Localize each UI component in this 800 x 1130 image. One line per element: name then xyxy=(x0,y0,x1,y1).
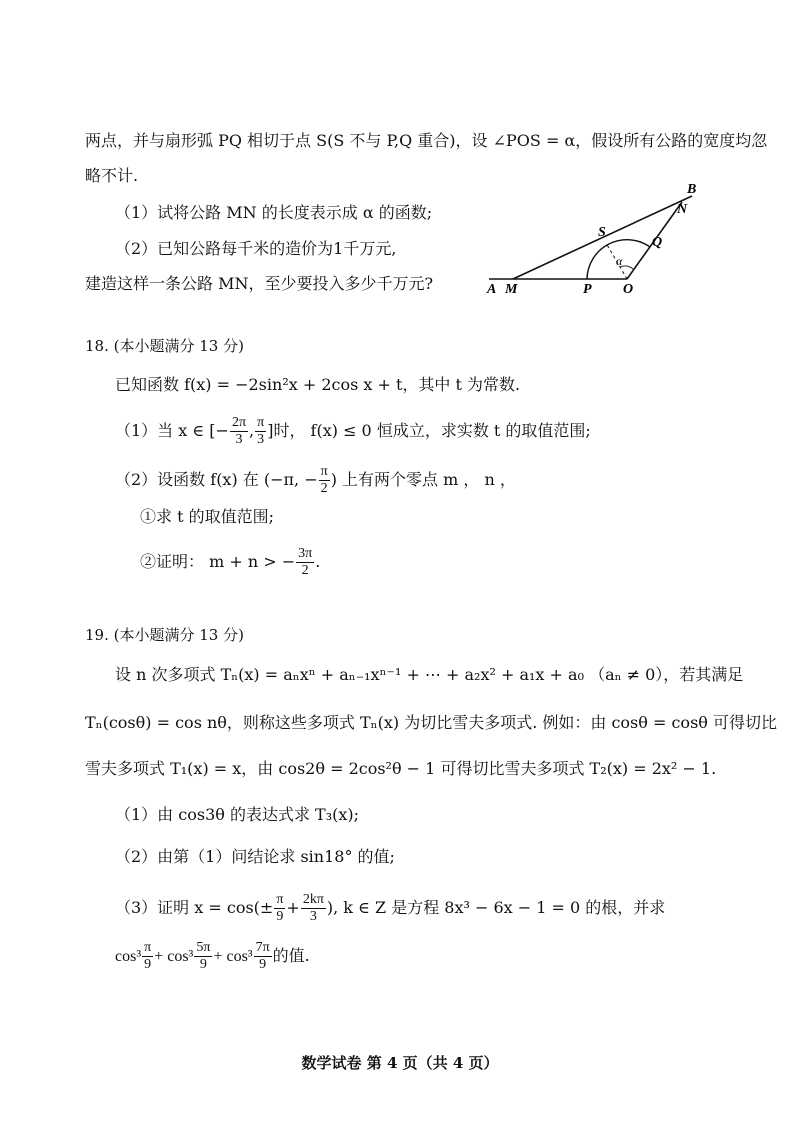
q18-frac-3pi-2 xyxy=(296,546,314,579)
q19-frac-2kpi-3 xyxy=(301,892,326,925)
q19-stem3: 雪夫多项式 T₁(x) = x，由 cos2θ = 2cos²θ − 1 可得切比雪夫多项式 T₂(x) = 2x² − 1. xyxy=(85,759,717,778)
q19-part2: （2）由第（1）问结论求 sin18° 的值; xyxy=(115,847,395,866)
frac-denominator: 3 xyxy=(257,432,265,447)
q18-frac-pi-3 xyxy=(255,415,266,448)
q18-heading: 18. (本小题满分 13 分) xyxy=(85,337,244,355)
q18-frac-2pi-3 xyxy=(230,415,248,448)
label-N: N xyxy=(677,202,688,217)
q17-line2: 略不计. xyxy=(85,166,139,185)
q19-frac-pi-9-b xyxy=(142,940,153,973)
q19-part3-prefix: （3）证明 x = cos(± xyxy=(115,898,274,917)
q18-part2-prefix: （2）设函数 f(x) 在 (−π, − xyxy=(115,470,318,489)
label-Q: Q xyxy=(652,235,663,250)
q18-part2-suffix: ) 上有两个零点 m ， n ， xyxy=(330,470,516,489)
q18-part1-suffix: ]时， f(x) ≤ 0 恒成立，求实数 t 的取值范围; xyxy=(267,421,591,440)
q19-part1: （1）由 cos3θ 的表达式求 T₃(x); xyxy=(115,805,360,824)
frac-denominator: 2 xyxy=(320,481,328,496)
q18-sub1: ①求 t 的取值范围; xyxy=(140,507,274,526)
q19-part3-suffix: ), k ∈ Z 是方程 8x³ − 6x − 1 = 0 的根，并求 xyxy=(326,898,666,917)
label-M: M xyxy=(505,282,518,297)
q17-part1: （1）试将公路 MN 的长度表示成 α 的函数; xyxy=(115,203,433,222)
cos-cubed-1: cos³ xyxy=(115,948,142,965)
q17-part2: （2）已知公路每千米的造价为1千万元, xyxy=(115,239,397,258)
frac-numerator: 7π xyxy=(255,940,270,955)
q19-final-suffix: 的值. xyxy=(272,946,310,965)
label-A: A xyxy=(487,282,497,297)
cos-cubed-2: + cos³ xyxy=(154,948,194,965)
label-P: P xyxy=(583,282,592,297)
q18-sub2-prefix: ②证明： m + n > − xyxy=(140,552,296,571)
cos-cubed-3: + cos³ xyxy=(213,948,253,965)
frac-numerator: π xyxy=(320,464,328,479)
q19-part3 xyxy=(115,892,665,925)
q19-frac-7pi-9 xyxy=(254,940,272,973)
q19-frac-pi-9 xyxy=(274,892,285,925)
q18-sub2 xyxy=(140,546,320,579)
q17-line1: 两点，并与扇形弧 PQ 相切于点 S(S 不与 P,Q 重合)，设 ∠POS = α，假设所有公路的宽度均忽 xyxy=(85,131,768,150)
q19-frac-5pi-9 xyxy=(194,940,212,973)
q18-stem: 已知函数 f(x) = −2sin²x + 2cos x + t，其中 t 为常数. xyxy=(115,375,521,394)
frac-numerator: π xyxy=(276,892,284,907)
frac-denominator: 9 xyxy=(276,909,284,924)
label-B: B xyxy=(687,182,697,197)
q19-heading: 19. (本小题满分 13 分) xyxy=(85,626,244,644)
q19-part3-plus: + xyxy=(286,898,300,917)
label-alpha: α xyxy=(616,254,623,268)
q18-sub2-suffix: . xyxy=(315,552,321,571)
q19-stem2: Tₙ(cosθ) = cos nθ，则称这些多项式 Tₙ(x) 为切比雪夫多项式. 例如：由 cosθ = cosθ 可得切比 xyxy=(85,713,777,732)
frac-denominator: 9 xyxy=(144,957,152,972)
frac-denominator: 9 xyxy=(199,957,207,972)
frac-numerator: 2kπ xyxy=(302,892,324,907)
frac-numerator: 2π xyxy=(231,415,247,430)
frac-denominator: 3 xyxy=(235,432,243,447)
frac-denominator: 2 xyxy=(301,563,309,578)
frac-numerator: π xyxy=(144,940,152,955)
q19-final-expression xyxy=(115,940,310,973)
frac-numerator: π xyxy=(257,415,265,430)
q18-frac-pi-2 xyxy=(319,464,330,497)
page-footer: 数学试卷 第 4 页（共 4 页） xyxy=(301,1054,499,1072)
q18-part1: （1）当 x ∈ [− $\frac{2\pi}{3}$ , $\frac{\pi}{3}$ ]时， f(x) ≤ 0 恒成立，求实数 t 的取值范围; xyxy=(115,415,591,447)
label-S: S xyxy=(598,225,606,240)
q18-part2 xyxy=(115,464,516,497)
q19-stem1: 设 n 次多项式 Tₙ(x) = aₙxⁿ + aₙ₋₁xⁿ⁻¹ + ⋯ + a₂x² + a₁x + a₀ （aₙ ≠ 0），若其满足 xyxy=(115,665,744,684)
q17-part3: 建造这样一条公路 MN，至少要投入多少千万元? xyxy=(85,274,434,293)
frac-numerator: 3π xyxy=(298,546,313,561)
q18-part1-prefix: （1）当 x ∈ [− xyxy=(115,421,229,440)
frac-denominator: 9 xyxy=(259,957,267,972)
label-O: O xyxy=(623,282,634,297)
frac-numerator: 5π xyxy=(196,940,211,955)
road-sector-figure xyxy=(483,176,708,300)
frac-denominator: 3 xyxy=(309,909,317,924)
